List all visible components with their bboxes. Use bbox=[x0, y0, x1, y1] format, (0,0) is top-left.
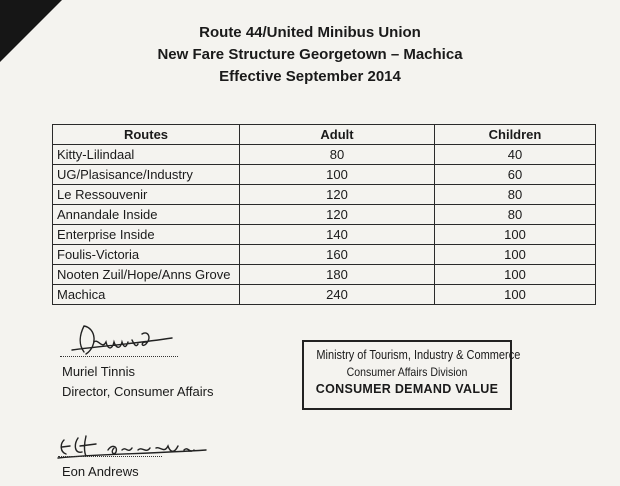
stamp-line-3: CONSUMER DEMAND VALUE bbox=[315, 382, 499, 396]
table-row bbox=[53, 185, 596, 205]
table-row bbox=[53, 145, 596, 165]
signatory-2-name: Eon Andrews bbox=[62, 464, 139, 479]
route-cell: Kitty-Lilindaal bbox=[53, 145, 240, 165]
signature-1-image bbox=[62, 320, 192, 360]
route-cell: UG/Plasisance/Industry bbox=[53, 165, 240, 185]
adult-fare-cell: 180 bbox=[240, 265, 435, 285]
children-fare-cell: 100 bbox=[435, 285, 596, 305]
header-line-2: New Fare Structure Georgetown – Machica bbox=[157, 46, 463, 63]
stamp-line-1: Ministry of Tourism, Industry & Commerce bbox=[316, 348, 521, 362]
route-cell: Enterprise Inside bbox=[53, 225, 240, 245]
stamp-line-2: Consumer Affairs Division bbox=[346, 365, 468, 379]
adult-fare-cell: 120 bbox=[240, 185, 435, 205]
adult-fare-cell: 100 bbox=[240, 165, 435, 185]
table-row bbox=[53, 285, 596, 305]
header-line-1: Route 44/United Minibus Union bbox=[199, 24, 421, 41]
children-fare-cell: 100 bbox=[435, 245, 596, 265]
children-fare-cell: 100 bbox=[435, 225, 596, 245]
table-row bbox=[53, 225, 596, 245]
adult-fare-cell: 140 bbox=[240, 225, 435, 245]
route-cell: Nooten Zuil/Hope/Anns Grove bbox=[53, 265, 240, 285]
adult-fare-cell: 160 bbox=[240, 245, 435, 265]
table-row bbox=[53, 265, 596, 285]
ministry-stamp bbox=[302, 340, 521, 410]
fare-table bbox=[52, 124, 596, 305]
signatory-1-name: Muriel Tinnis bbox=[62, 364, 135, 379]
signature-2-image bbox=[56, 432, 226, 462]
children-fare-cell: 100 bbox=[435, 265, 596, 285]
column-header-children: Children bbox=[435, 125, 596, 145]
adult-fare-cell: 240 bbox=[240, 285, 435, 305]
signature-2-line bbox=[58, 456, 162, 457]
adult-fare-cell: 80 bbox=[240, 145, 435, 165]
route-cell: Foulis-Victoria bbox=[53, 245, 240, 265]
signatory-1-title: Director, Consumer Affairs bbox=[62, 384, 214, 399]
route-cell: Annandale Inside bbox=[53, 205, 240, 225]
children-fare-cell: 40 bbox=[435, 145, 596, 165]
column-header-adult: Adult bbox=[240, 125, 435, 145]
adult-fare-cell: 120 bbox=[240, 205, 435, 225]
header-line-3: Effective September 2014 bbox=[219, 68, 401, 85]
column-header-routes: Routes bbox=[53, 125, 240, 145]
table-row bbox=[53, 245, 596, 265]
table-header-row bbox=[53, 125, 596, 145]
children-fare-cell: 60 bbox=[435, 165, 596, 185]
table-row bbox=[53, 205, 596, 225]
table-row bbox=[53, 165, 596, 185]
document-header bbox=[0, 22, 620, 88]
signature-1-line bbox=[60, 356, 178, 357]
route-cell: Machica bbox=[53, 285, 240, 305]
route-cell: Le Ressouvenir bbox=[53, 185, 240, 205]
children-fare-cell: 80 bbox=[435, 205, 596, 225]
children-fare-cell: 80 bbox=[435, 185, 596, 205]
